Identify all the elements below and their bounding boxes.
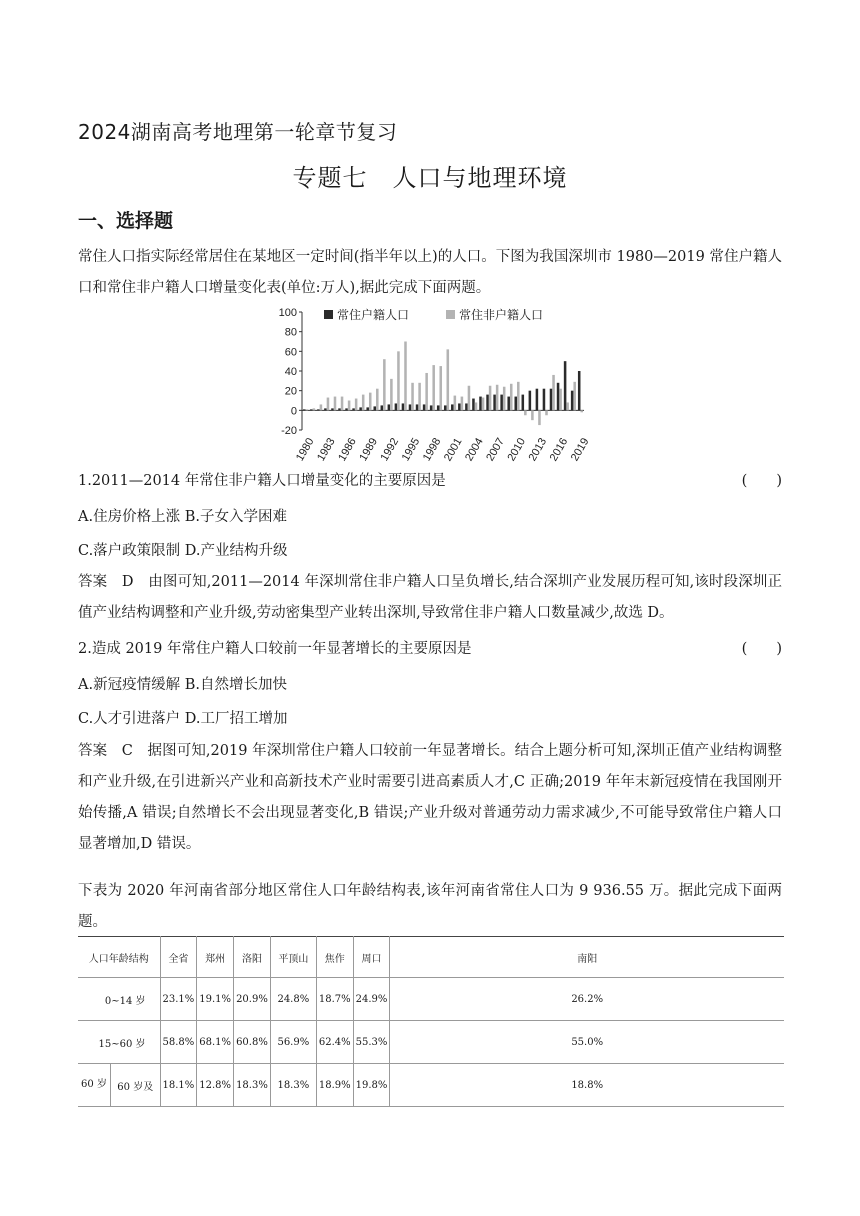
bar-registered: [522, 395, 525, 411]
bar-registered: [402, 403, 405, 410]
bar-non-registered: [545, 410, 548, 415]
table-cell: 58.8%: [160, 1021, 197, 1064]
table-cell: 18.3%: [234, 1064, 271, 1107]
table-cell: 12.8%: [197, 1064, 234, 1107]
y-tick-label: 80: [284, 326, 297, 339]
table-row: [78, 978, 784, 1021]
table-header-cell: 平顶山: [270, 937, 316, 978]
x-tick-label: 1983: [315, 436, 338, 464]
table-header-cell: 焦作: [316, 937, 353, 978]
bar-registered: [557, 383, 560, 411]
bar-non-registered: [580, 410, 583, 412]
bar-non-registered: [411, 383, 414, 411]
bar-registered: [536, 389, 539, 411]
table-cell: 60.8%: [234, 1021, 271, 1064]
bar-registered: [493, 395, 496, 411]
document-header-title: 2024湖南高考地理第一轮章节复习: [78, 120, 398, 144]
table-row-label-group: 60 岁: [78, 1064, 111, 1106]
bar-registered: [303, 409, 306, 410]
table-cell: 20.9%: [234, 978, 271, 1021]
bar-non-registered: [397, 351, 400, 410]
bar-non-registered: [475, 402, 478, 410]
bar-non-registered: [517, 382, 520, 411]
x-tick-label: 1998: [420, 436, 444, 464]
table-header-cell: 人口年龄结构: [78, 937, 160, 978]
bar-non-registered: [404, 342, 407, 411]
bar-non-registered: [362, 395, 365, 411]
y-tick-label: 40: [284, 366, 297, 378]
bar-registered: [507, 397, 510, 411]
legend-swatch: [324, 310, 333, 319]
question-2-answer: 答案 C 据图可知,2019 年深圳常住户籍人口较前一年显著增长。结合上题分析可知,深圳正值产业结构调整和产业升级,在引进新兴产业和高新技术产业时需要引进高素质人才,C 正确;2019 年年末新冠疫情在我国刚开始传播,A 错误;自然增长不会出现显著变化,B 错误;产业升级对普通劳动力需求减少,不可能导致常住户籍人口显著增加,D 错误。: [78, 743, 782, 852]
table-row-label: [78, 1064, 160, 1107]
y-tick-label: 20: [284, 385, 297, 398]
bar-non-registered: [334, 397, 337, 411]
question-2-options-cd: C.人才引进落户 D.工厂招工增加: [78, 711, 288, 727]
bar-non-registered: [573, 382, 576, 411]
bar-registered: [331, 408, 334, 410]
x-tick-label: 1995: [399, 436, 423, 464]
x-tick-label: 2007: [484, 436, 507, 464]
table-header-cell: 郑州: [197, 937, 234, 978]
bar-registered: [352, 408, 355, 410]
table-header-cell: 洛阳: [234, 937, 271, 978]
legend-swatch: [446, 310, 455, 319]
table-cell: 24.8%: [270, 978, 316, 1021]
bar-registered: [359, 407, 362, 410]
bar-non-registered: [341, 397, 344, 411]
bar-registered: [550, 389, 553, 411]
question-1-options-cd: C.落户政策限制 D.产业结构升级: [78, 543, 288, 559]
bar-non-registered: [566, 402, 569, 410]
y-tick-label: -20: [281, 425, 297, 437]
x-tick-label: 2004: [463, 436, 486, 464]
intro-paragraph-2: 下表为 2020 年河南省部分地区常住人口年龄结构表,该年河南省常住人口为 9 936.55 万。据此完成下面两题。: [78, 883, 782, 930]
bar-registered: [472, 399, 475, 411]
y-tick-label: 0: [290, 405, 297, 418]
table-cell: 18.3%: [270, 1064, 316, 1107]
table-cell: 23.1%: [160, 978, 197, 1021]
question-1-options-ab: A.住房价格上涨 B.子女入学困难: [78, 509, 287, 525]
bar-non-registered: [524, 410, 527, 415]
bar-non-registered: [447, 349, 450, 410]
table-header-cell: 周口: [353, 937, 390, 978]
bar-registered: [486, 395, 489, 411]
bar-registered: [423, 404, 426, 410]
x-tick-label: 2013: [526, 436, 550, 464]
bar-registered: [317, 409, 320, 410]
y-tick-label: 100: [278, 307, 297, 319]
x-tick-label: 1980: [293, 436, 317, 464]
bar-non-registered: [376, 389, 379, 411]
bar-non-registered: [552, 375, 555, 410]
table-row-label: 15~60 岁: [78, 1021, 160, 1064]
bar-non-registered: [348, 401, 351, 411]
x-tick-label: 1989: [357, 436, 381, 464]
table-header-cell: 全省: [160, 937, 197, 978]
table-header-row: [78, 937, 784, 978]
bar-registered: [310, 409, 313, 410]
bar-non-registered: [538, 410, 541, 425]
bar-registered: [500, 395, 503, 411]
bar-registered: [465, 403, 468, 410]
bar-registered: [543, 389, 546, 411]
bar-registered: [479, 397, 482, 411]
bar-registered: [409, 404, 412, 410]
intro-paragraph-1: 常住人口指实际经常居住在某地区一定时间(指半年以上)的人口。下图为我国深圳市 1980—2019 常住户籍人口和常住非户籍人口增量变化表(单位:万人),据此完成下面两题。: [78, 249, 782, 296]
bar-registered: [338, 408, 341, 410]
chart-svg: [268, 302, 592, 467]
question-2-options-ab: A.新冠疫情缓解 B.自然增长加快: [78, 677, 287, 693]
legend-label: 常住非户籍人口: [459, 308, 544, 322]
bar-non-registered: [320, 404, 323, 410]
bar-non-registered: [503, 387, 506, 411]
bar-registered: [451, 404, 454, 410]
bar-registered: [437, 405, 440, 410]
bar-non-registered: [559, 389, 562, 411]
age-structure-table: [78, 936, 784, 1107]
bar-non-registered: [418, 383, 421, 411]
bar-non-registered: [489, 386, 492, 411]
bar-registered: [578, 371, 581, 410]
bar-non-registered: [425, 373, 428, 410]
table-cell: 62.4%: [316, 1021, 353, 1064]
x-tick-label: 2001: [441, 436, 465, 464]
bar-non-registered: [496, 385, 499, 411]
table-row: [78, 1064, 784, 1107]
table-cell: 68.1%: [197, 1021, 234, 1064]
bar-non-registered: [439, 366, 442, 410]
bar-non-registered: [306, 409, 309, 410]
question-1-answer-blank: ( ): [741, 473, 782, 489]
table-row-label-sub: 60 岁及: [117, 1081, 154, 1093]
question-2: [78, 634, 782, 664]
bar-registered: [416, 404, 419, 410]
question-2-text: 2.造成 2019 年常住户籍人口较前一年显著增长的主要原因是: [78, 641, 472, 657]
x-tick-label: 1992: [378, 436, 402, 464]
bar-registered: [366, 407, 369, 410]
table-cell: 55.0%: [390, 1021, 784, 1064]
bar-non-registered: [454, 396, 457, 411]
bar-non-registered: [369, 393, 372, 411]
legend-label: 常住户籍人口: [337, 308, 410, 322]
bar-registered: [444, 405, 447, 410]
bar-registered: [345, 408, 348, 410]
x-tick-label: 1986: [336, 436, 359, 464]
table-cell: 18.9%: [316, 1064, 353, 1107]
section-title: 一、选择题: [78, 210, 174, 232]
table-cell: 26.2%: [390, 978, 784, 1021]
bar-registered: [564, 361, 567, 410]
bar-registered: [430, 405, 433, 410]
bar-non-registered: [468, 386, 471, 411]
y-tick-label: 60: [284, 346, 297, 359]
table-cell: 56.9%: [270, 1021, 316, 1064]
bar-registered: [388, 404, 391, 410]
bar-registered: [514, 397, 517, 411]
bar-registered: [395, 403, 398, 410]
table-cell: 55.3%: [353, 1021, 390, 1064]
table-cell: 24.9%: [353, 978, 390, 1021]
bar-non-registered: [461, 397, 464, 411]
bar-non-registered: [327, 398, 330, 411]
bar-registered: [324, 408, 327, 410]
question-2-answer-blank: ( ): [741, 641, 782, 657]
table-cell: 19.8%: [353, 1064, 390, 1107]
table-cell: 19.1%: [197, 978, 234, 1021]
question-1: [78, 466, 782, 496]
bar-non-registered: [432, 365, 435, 410]
population-increment-chart: [268, 302, 592, 467]
bar-registered: [529, 391, 532, 411]
table-cell: 18.8%: [390, 1064, 784, 1107]
question-1-text: 1.2011—2014 年常住非户籍人口增量变化的主要原因是: [78, 473, 446, 489]
bar-non-registered: [390, 379, 393, 410]
x-tick-label: 2010: [505, 436, 529, 464]
table-row: [78, 1021, 784, 1064]
bar-non-registered: [510, 384, 513, 411]
table-header-cell: 南阳: [390, 937, 784, 978]
topic-title: 专题七 人口与地理环境: [292, 164, 568, 192]
bar-registered: [571, 391, 574, 411]
bar-registered: [373, 406, 376, 410]
bar-non-registered: [383, 359, 386, 410]
bar-registered: [381, 405, 384, 410]
question-1-answer: 答案 D 由图可知,2011—2014 年深圳常住非户籍人口呈负增长,结合深圳产业发展历程可知,该时段深圳正值产业结构调整和产业升级,劳动密集型产业转出深圳,导致常住非户籍人口数量减少,故选 D。: [78, 574, 782, 621]
table-row-label: 0~14 岁: [78, 978, 160, 1021]
bar-non-registered: [482, 398, 485, 411]
table-cell: 18.1%: [160, 1064, 197, 1107]
bar-registered: [458, 403, 461, 410]
x-tick-label: 2016: [547, 436, 571, 464]
bar-non-registered: [313, 408, 316, 410]
bar-non-registered: [531, 410, 534, 420]
x-tick-label: 2019: [568, 436, 592, 464]
table-cell: 18.7%: [316, 978, 353, 1021]
bar-non-registered: [355, 399, 358, 411]
